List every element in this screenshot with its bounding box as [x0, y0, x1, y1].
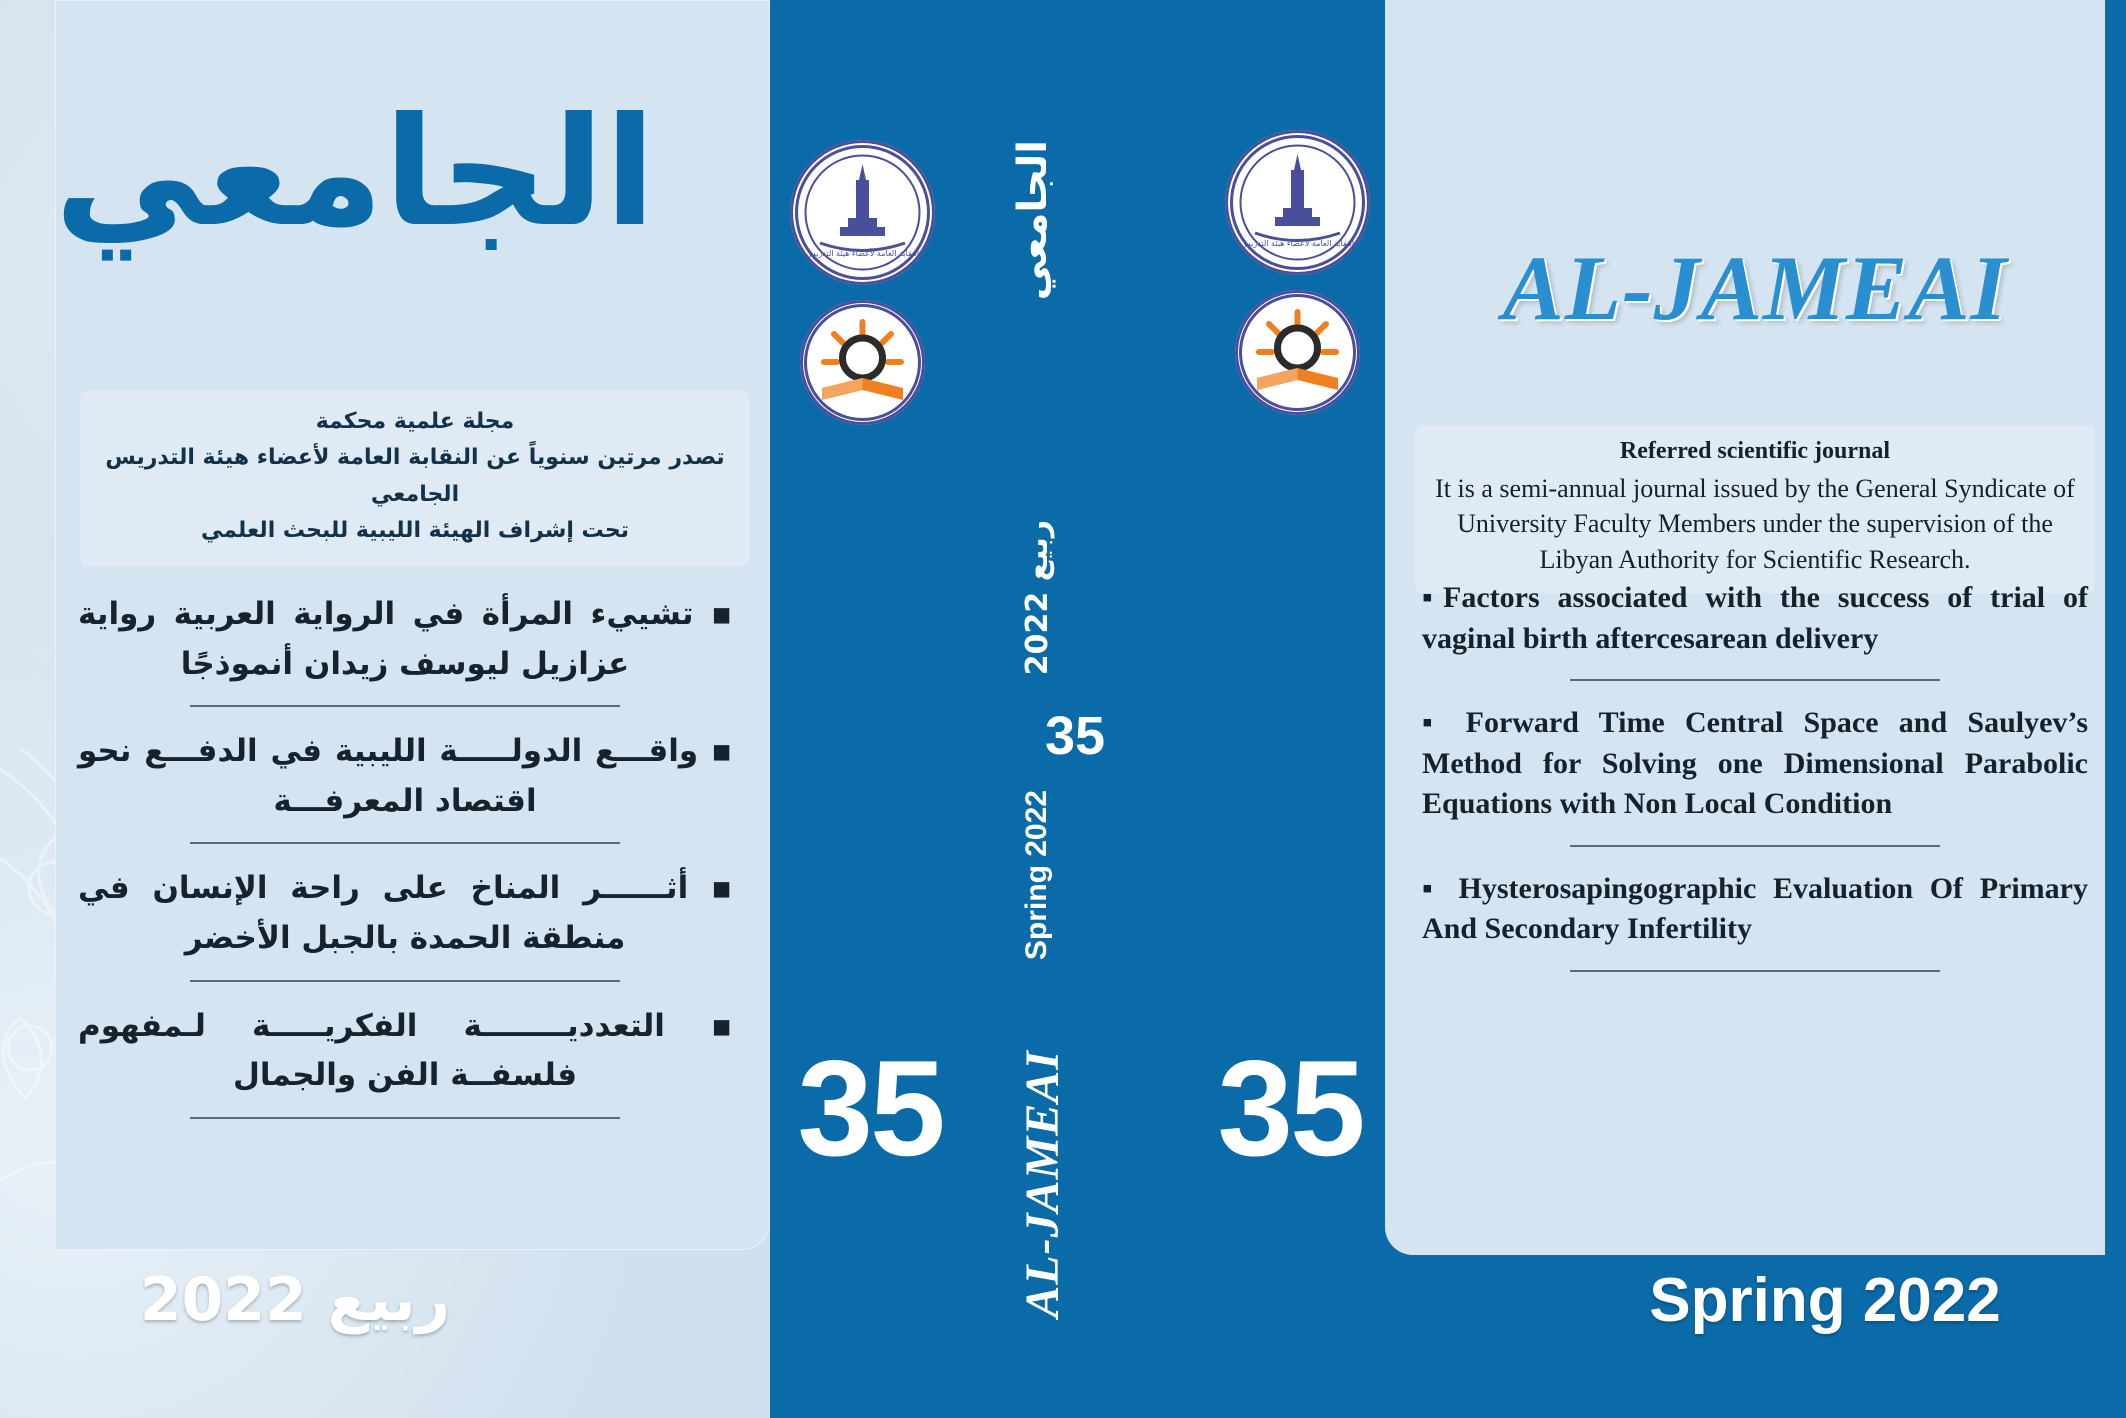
divider [1570, 970, 1940, 972]
english-article-title: ▪ Hysterosapingographic Evaluation Of Primary And Secondary Infertility [1422, 871, 2088, 945]
front-brand-wordmark: AL-JAMEAI [1502, 237, 2008, 339]
issue-number-front: 35 [1217, 1032, 1363, 1184]
front-description-box [1415, 425, 2095, 593]
syndicate-seal-icon [790, 140, 935, 285]
issue-number-back: 35 [797, 1032, 943, 1184]
english-season-label: Spring 2022 [1649, 1266, 2001, 1335]
list-item [1410, 578, 2100, 681]
english-article-title: ▪Factors associated with the success of trial of vaginal birth aftercesarean delivery [1422, 581, 2088, 655]
svg-text:النقابة العامة لأعضاء هيئة الت: النقابة العامة لأعضاء هيئة التدريس [1240, 239, 1355, 248]
arabic-article-title: ▪ تشييء المرأة في الرواية العربية رواية عزازيل ليوسف زيدان أنموذجًا [78, 596, 732, 682]
list-item [60, 1002, 750, 1119]
open-book-sun-logo [800, 300, 925, 425]
svg-text:النقابة العامة لأعضاء هيئة الت: النقابة العامة لأعضاء هيئة التدريس [805, 249, 920, 258]
spine-arabic-title: الجامعي [1010, 140, 1056, 301]
divider [1570, 845, 1940, 847]
divider [190, 980, 620, 982]
arabic-article-title: ▪ أثــــــر المناخ على راحة الإنسان في منطقة الحمدة بالجبل الأخضر [78, 870, 732, 956]
open-book-sun-icon [1235, 290, 1360, 415]
arabic-subtitle-box [80, 390, 750, 567]
divider [190, 1117, 620, 1119]
arabic-article-list [60, 590, 750, 1139]
arabic-season-label: ربيع 2022 [139, 1265, 451, 1335]
arabic-article-title: ▪ واقـــع الدولـــــة الليبية في الدفـــع نحو اقتصاد المعرفـــة [78, 733, 732, 819]
open-book-sun-logo-right [1235, 290, 1360, 415]
front-description-text: It is a semi-annual journal issued by the General Syndicate of University Faculty Members under the supervision of the Libyan Authority for Scientific Research. [1435, 474, 2075, 574]
arabic-journal-title: الجامعي [54, 86, 656, 260]
list-item [60, 590, 750, 707]
list-item [1410, 869, 2100, 972]
arabic-article-title: ▪ التعدديــــــــة الفكريـــــة لـمفهوم فلسفــة الفن والجمال [78, 1007, 732, 1094]
referred-journal-label: Referred scientific journal [1619, 438, 1891, 464]
spine-brand-wordmark: AL-JAMEAI [1016, 1050, 1069, 1318]
spine-issue-number: 35 [1044, 706, 1106, 766]
syndicate-seal-icon [1225, 130, 1370, 275]
open-book-sun-icon [800, 300, 925, 425]
spine-season-english: Spring 2022 [1020, 790, 1053, 961]
spine-arabic-year: ربيع 2022 [1020, 520, 1055, 676]
arabic-subtitle-line-2: تصدر مرتين سنوياً عن النقابة العامة لأعضاء هيئة التدريس الجامعي [105, 445, 725, 507]
arabic-subtitle-line-3: تحت إشراف الهيئة الليبية للبحث العلمي [201, 517, 629, 543]
list-item [60, 727, 750, 844]
english-article-list [1410, 578, 2100, 994]
arabic-subtitle-line-1: مجلة علمية محكمة [315, 409, 515, 434]
syndicate-seal-logo [790, 140, 935, 285]
list-item [1410, 703, 2100, 847]
divider [190, 842, 620, 844]
syndicate-seal-logo-right [1225, 130, 1370, 275]
list-item [60, 864, 750, 981]
english-article-title: ▪ Forward Time Central Space and Saulyev’s Method for Solving one Dimensional Parabolic Equations with Non Local Condition [1422, 706, 2088, 820]
divider [1570, 679, 1940, 681]
divider [190, 705, 620, 707]
back-cover [0, 0, 770, 1418]
